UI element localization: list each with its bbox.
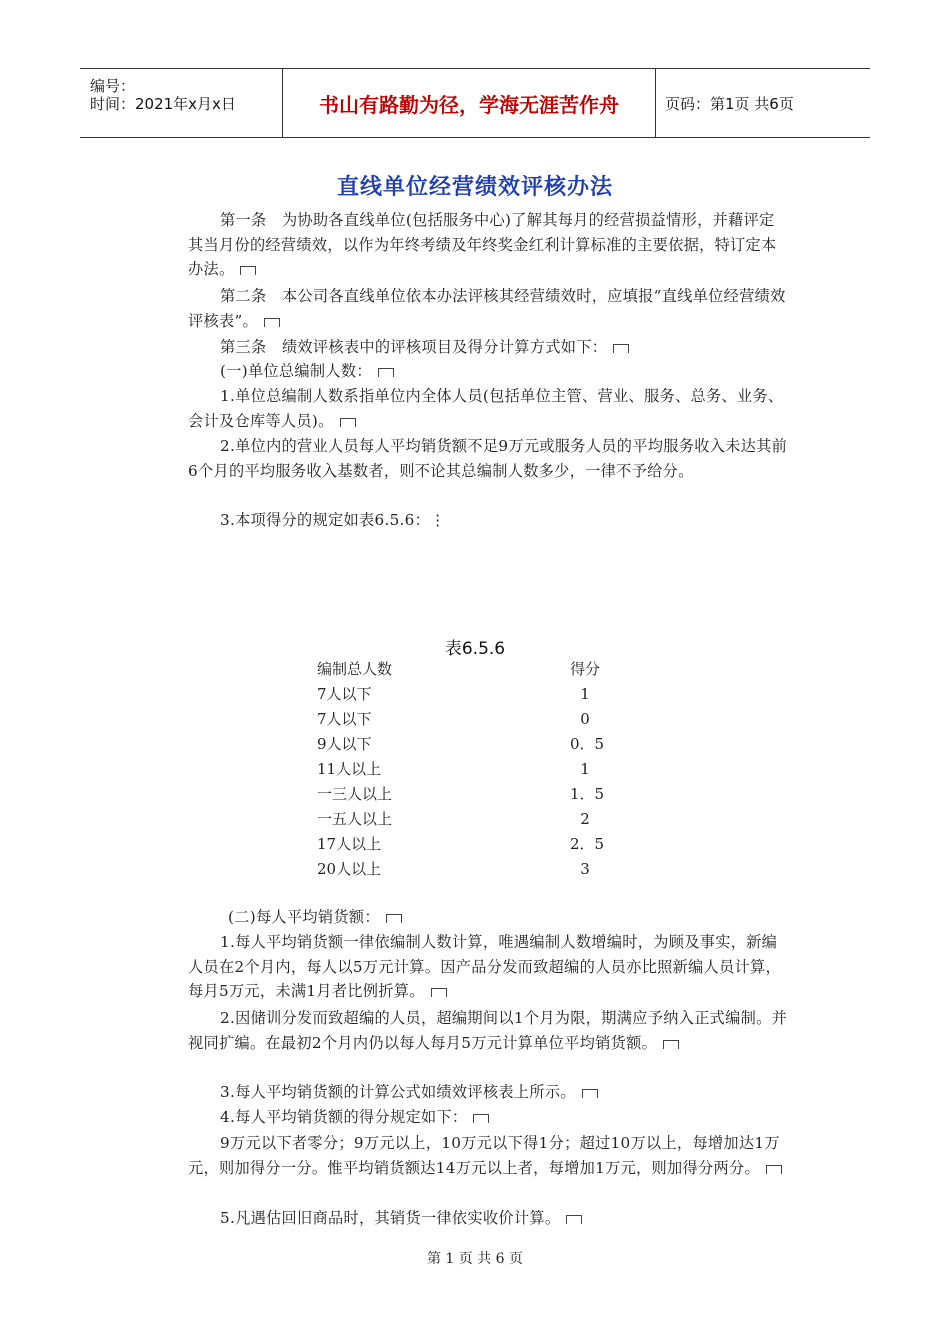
table-cell: 1 [580,685,590,703]
header-motto: 书山有路勤为径，学海无涯苦作舟 [282,69,656,137]
paragraph-mark-icon [431,988,447,997]
column-header: 编制总人数 [317,660,393,678]
table-cell: 7人以下 [317,685,372,703]
table-row [300,782,640,807]
table-cell: 11人以上 [317,760,382,778]
table-row [300,857,640,882]
paragraph-mark-icon [613,344,629,353]
table-cell: 一三人以上 [317,785,393,803]
table-cell: 2．5 [570,835,605,853]
paragraph-mark-icon [386,914,402,923]
paragraph-mark-icon [240,266,256,275]
table-row [300,732,640,757]
paragraph: 第一条 为协助各直线单位(包括服务中心)了解其每月的经营损益情形，并藉评定其当月份的经营绩效，以作为年终考绩及年终奖金红利计算标准的主要依据，特订定本办法。 [188,211,777,278]
header-page-info: 页码：第1页 共6页 [665,94,794,113]
table-row [300,682,640,707]
number-label: 编号： [90,77,136,95]
table-cell: 1．5 [570,785,605,803]
paragraph: 3.本项得分的规定如表6.5.6：⋮ [220,511,446,529]
paragraph: 4.每人平均销货额的得分规定如下： [188,1105,788,1130]
paragraph: 第三条 绩效评核表中的评核项目及得分计算方式如下： [188,335,788,360]
table-row [300,807,640,832]
table-cell: 1 [580,760,590,778]
table-row [300,707,640,732]
document-title: 直线单位经营绩效评核办法 [336,175,613,200]
table-cell: 7人以下 [317,710,372,728]
table-row [300,757,640,782]
paragraph: (一)单位总编制人数： [188,359,788,384]
column-header: 得分 [570,660,601,678]
paragraph: 3.每人平均销货额的计算公式如绩效评核表上所示。 [188,1080,788,1105]
score-table [300,657,640,882]
paragraph: 1.单位总编制人数系指单位内全体人员(包括单位主管、营业、服务、总务、业务、会计及仓库等人员)。 [188,387,784,430]
table-cell: 3 [580,860,590,878]
table-header-row [300,657,640,682]
paragraph: (二)每人平均销货额： [196,905,796,930]
paragraph: 2.单位内的营业人员每人平均销货额不足9万元或服务人员的平均服务收入未达其前6个月的平均服务收入基数者，则不论其总编制人数多少，一律不予给分。 [188,437,788,480]
paragraph-mark-icon [566,1215,582,1224]
table-cell: 17人以上 [317,835,382,853]
table-row [300,832,640,857]
paragraph: 第二条 本公司各直线单位依本办法评核其经营绩效时，应填报“直线单位经营绩效评核表”。 [188,287,786,330]
header-meta-cell [80,69,282,137]
table-cell: 20人以上 [317,860,382,878]
table-cell: 2 [580,810,590,828]
paragraph: 5.凡遇估回旧商品时，其销货一律依实收价计算。 [188,1206,788,1231]
paragraph-mark-icon [340,418,356,427]
paragraph: 1.每人平均销货额一律依编制人数计算，唯遇编制人数增编时，为顾及事实，新编人员在2个月内，每人以5万元计算。因产品分发而致超编的人员亦比照新编人员计算，每月5万元，未满1月者比例折算。 [188,933,781,1000]
table-cell: 9人以下 [317,735,372,753]
paragraph: 2.因储训分发而致超编的人员，超编期间以1个月为限，期满应予纳入正式编制。并视同扩编。在最初2个月内仍以每人每月5万元计算单位平均销货额。 [188,1009,788,1052]
paragraph-mark-icon [766,1165,782,1174]
time-label: 时间：2021年x月x日 [90,95,236,113]
page-footer: 第 1 页 共 6 页 [426,1251,524,1267]
paragraph-mark-icon [378,368,394,377]
table-cell: 0 [580,710,590,728]
paragraph-mark-icon [473,1114,489,1123]
paragraph-mark-icon [582,1089,598,1098]
paragraph-mark-icon [264,318,280,327]
table-title: 表6.5.6 [444,639,506,659]
page-header [80,68,870,138]
table-cell: 一五人以上 [317,810,393,828]
paragraph-mark-icon [663,1040,679,1049]
paragraph: 9万元以下者零分；9万元以上，10万元以下得1分；超过10万以上，每增加达1万元，则加得分一分。惟平均销货额达14万元以上者，每增加1万元，则加得分两分。 [188,1131,788,1180]
table-cell: 0．5 [570,735,605,753]
